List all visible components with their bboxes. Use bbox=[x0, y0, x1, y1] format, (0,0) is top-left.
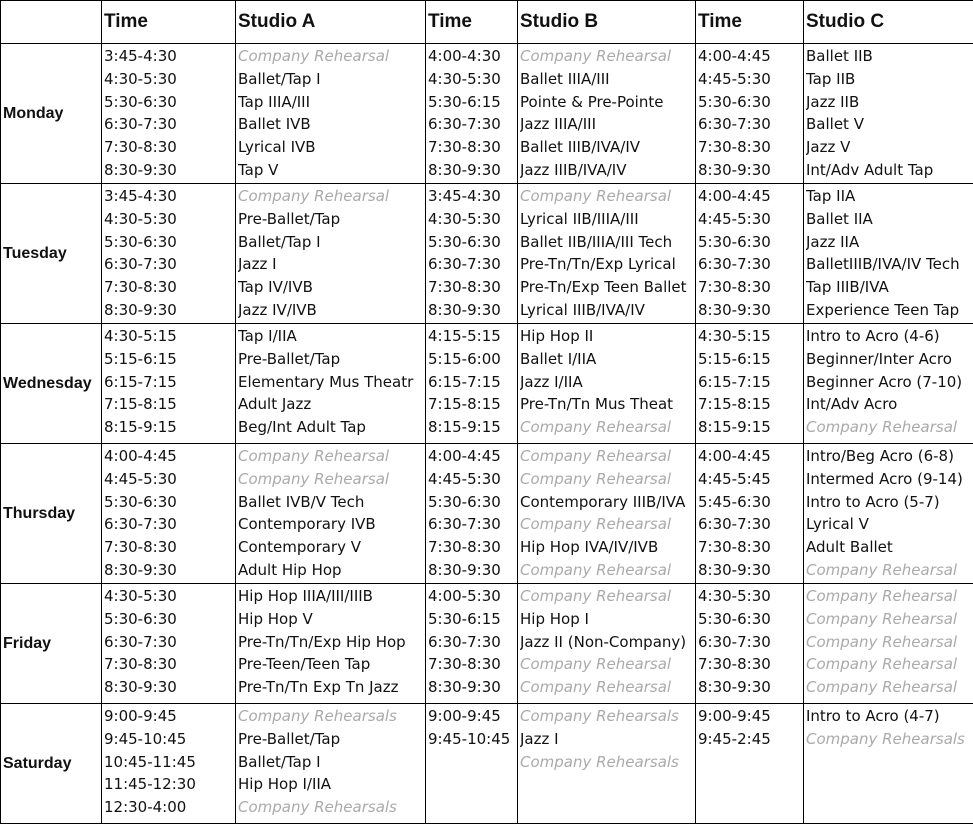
time-slot: 5:30-6:30 bbox=[104, 232, 177, 251]
class-entry: Ballet I/IIA bbox=[520, 349, 597, 368]
header-day bbox=[1, 1, 102, 44]
class-entry: Adult Hip Hop bbox=[238, 560, 342, 579]
time-slot: 10:45-11:45 bbox=[104, 752, 196, 771]
time-slot: 7:30-8:30 bbox=[104, 138, 177, 157]
day-label: Saturday bbox=[1, 704, 102, 824]
studio-a-cell bbox=[236, 584, 426, 704]
class-entry: Ballet IIB bbox=[806, 47, 873, 65]
class-entry: Company Rehearsals bbox=[520, 707, 679, 725]
class-entry: Tap V bbox=[238, 160, 279, 179]
class-entry: Jazz IIIA/III bbox=[520, 115, 596, 134]
day-label: Friday bbox=[1, 584, 102, 704]
time-slot: 4:30-5:30 bbox=[698, 587, 771, 605]
time-a-cell bbox=[102, 324, 236, 444]
class-entry: Company Rehearsal bbox=[238, 447, 390, 465]
class-entry: Ballet IIIA/III bbox=[520, 69, 610, 88]
time-b-cell bbox=[426, 184, 518, 324]
class-entry: Lyrical IVB bbox=[238, 138, 316, 157]
time-slot: 7:15-8:15 bbox=[428, 395, 501, 414]
time-slot: 5:30-6:30 bbox=[698, 92, 771, 111]
class-entry: Tap I/IIA bbox=[238, 327, 297, 345]
time-b-cell bbox=[426, 44, 518, 184]
class-entry: Ballet V bbox=[806, 115, 864, 134]
time-slot: 8:30-9:30 bbox=[104, 300, 177, 319]
class-entry: Experience Teen Tap bbox=[806, 300, 960, 319]
class-entry: Pre-Ballet/Tap bbox=[238, 349, 341, 368]
class-entry: Pre-Ballet/Tap bbox=[238, 209, 341, 228]
time-slot: 5:30-6:30 bbox=[104, 92, 177, 111]
class-entry: Hip Hop V bbox=[238, 609, 313, 628]
time-slot: 8:15-9:15 bbox=[104, 418, 177, 437]
time-slot: 4:30-5:15 bbox=[104, 327, 177, 345]
day-block-friday bbox=[1, 584, 973, 704]
class-entry: Company Rehearsal bbox=[520, 655, 672, 674]
time-slot: 6:15-7:15 bbox=[428, 372, 501, 391]
class-entry: Company Rehearsal bbox=[520, 47, 672, 65]
day-block-tuesday bbox=[1, 184, 973, 324]
time-b-cell bbox=[426, 584, 518, 704]
time-slot: 4:30-5:30 bbox=[428, 69, 501, 88]
class-entry: Pre-Tn/Tn Exp Tn Jazz bbox=[238, 678, 399, 697]
time-slot: 9:45-10:45 bbox=[428, 729, 511, 748]
time-a-cell bbox=[102, 584, 236, 704]
time-c-cell bbox=[696, 704, 804, 824]
time-slot: 9:00-9:45 bbox=[428, 707, 501, 725]
time-slot: 8:30-9:30 bbox=[104, 160, 177, 179]
time-slot: 3:45-4:30 bbox=[428, 187, 501, 205]
class-entry: Company Rehearsal bbox=[806, 632, 958, 651]
time-slot: 7:30-8:30 bbox=[428, 655, 501, 674]
class-entry: Company Rehearsal bbox=[520, 469, 672, 488]
studio-a-cell bbox=[236, 444, 426, 584]
class-entry: Jazz IV/IVB bbox=[238, 300, 317, 319]
class-entry: Intro/Beg Acro (6-8) bbox=[806, 447, 954, 465]
time-slot: 7:30-8:30 bbox=[698, 278, 771, 297]
time-b-cell bbox=[426, 324, 518, 444]
time-slot: 3:45-4:30 bbox=[104, 47, 177, 65]
time-slot: 6:30-7:30 bbox=[698, 255, 771, 274]
studio-b-cell bbox=[518, 444, 696, 584]
class-entry: Hip Hop I bbox=[520, 609, 589, 628]
time-slot: 6:30-7:30 bbox=[698, 632, 771, 651]
day-label: Tuesday bbox=[1, 184, 102, 324]
time-c-cell bbox=[696, 184, 804, 324]
class-entry: Beginner/Inter Acro bbox=[806, 349, 952, 368]
time-slot: 6:30-7:30 bbox=[428, 515, 501, 534]
time-slot: 8:30-9:30 bbox=[698, 678, 771, 697]
class-entry: Tap IV/IVB bbox=[238, 278, 313, 297]
class-entry: Ballet/Tap I bbox=[238, 232, 321, 251]
time-slot: 7:30-8:30 bbox=[104, 278, 177, 297]
time-slot: 9:45-2:45 bbox=[698, 729, 771, 748]
class-entry: Company Rehearsal bbox=[806, 587, 958, 605]
time-slot: 4:00-4:45 bbox=[428, 447, 501, 465]
class-entry: Contemporary V bbox=[238, 538, 362, 557]
class-entry: Tap IIIA/III bbox=[238, 92, 311, 111]
studio-c-cell bbox=[804, 324, 973, 444]
class-entry: Company Rehearsal bbox=[806, 609, 958, 628]
class-entry: Tap IIA bbox=[806, 187, 856, 205]
studio-c-cell bbox=[804, 44, 973, 184]
time-slot: 8:30-9:30 bbox=[428, 160, 501, 179]
studio-b-cell bbox=[518, 704, 696, 824]
time-slot: 6:30-7:30 bbox=[104, 515, 177, 534]
class-entry: Pointe & Pre-Pointe bbox=[520, 92, 664, 111]
studio-a-cell bbox=[236, 324, 426, 444]
time-slot: 5:30-6:30 bbox=[428, 232, 501, 251]
time-slot: 8:30-9:30 bbox=[698, 300, 771, 319]
class-entry: Pre-Tn/Tn/Exp Lyrical bbox=[520, 255, 676, 274]
studio-a-cell bbox=[236, 704, 426, 824]
class-entry: Adult Ballet bbox=[806, 538, 893, 557]
time-slot: 4:00-4:45 bbox=[698, 47, 771, 65]
class-entry: Intro to Acro (4-6) bbox=[806, 327, 940, 345]
time-slot: 6:30-7:30 bbox=[698, 515, 771, 534]
time-slot: 6:30-7:30 bbox=[104, 255, 177, 274]
class-entry: Jazz I bbox=[520, 729, 559, 748]
time-slot: 8:30-9:30 bbox=[104, 560, 177, 579]
time-slot: 8:30-9:30 bbox=[428, 678, 501, 697]
class-entry: Company Rehearsals bbox=[520, 752, 679, 771]
class-entry: Company Rehearsal bbox=[520, 187, 672, 205]
class-entry: Jazz I bbox=[238, 255, 277, 274]
class-entry: Ballet/Tap I bbox=[238, 69, 321, 88]
day-label: Wednesday bbox=[1, 324, 102, 444]
class-entry: Company Rehearsal bbox=[520, 560, 672, 579]
time-slot: 9:00-9:45 bbox=[104, 707, 177, 725]
time-a-cell bbox=[102, 184, 236, 324]
time-slot: 7:30-8:30 bbox=[428, 138, 501, 157]
time-a-cell bbox=[102, 44, 236, 184]
header-studio-c: Studio C bbox=[804, 1, 973, 44]
studio-b-cell bbox=[518, 44, 696, 184]
time-slot: 5:15-6:15 bbox=[104, 349, 177, 368]
class-entry: Beg/Int Adult Tap bbox=[238, 418, 366, 437]
time-slot: 4:30-5:30 bbox=[104, 209, 177, 228]
class-entry: Jazz V bbox=[806, 138, 851, 157]
class-entry: Jazz IIB bbox=[806, 92, 860, 111]
time-slot: 4:45-5:30 bbox=[428, 469, 501, 488]
class-entry: BalletIIIB/IVA/IV Tech bbox=[806, 255, 960, 274]
time-slot: 4:30-5:30 bbox=[104, 69, 177, 88]
studio-a-cell bbox=[236, 44, 426, 184]
header-time-c: Time bbox=[696, 1, 804, 44]
time-slot: 4:00-4:30 bbox=[428, 47, 501, 65]
class-entry: Ballet/Tap I bbox=[238, 752, 321, 771]
time-a-cell bbox=[102, 704, 236, 824]
class-entry: Beginner Acro (7-10) bbox=[806, 372, 963, 391]
time-slot: 7:30-8:30 bbox=[104, 655, 177, 674]
class-entry: Company Rehearsal bbox=[520, 587, 672, 605]
day-block-monday bbox=[1, 44, 973, 184]
time-slot: 5:15-6:00 bbox=[428, 349, 501, 368]
time-slot: 4:00-5:30 bbox=[428, 587, 501, 605]
class-entry: Ballet IIIB/IVA/IV bbox=[520, 138, 641, 157]
class-entry: Company Rehearsal bbox=[520, 515, 672, 534]
day-block-wednesday bbox=[1, 324, 973, 444]
class-entry: Intro to Acro (4-7) bbox=[806, 707, 940, 725]
class-entry: Intermed Acro (9-14) bbox=[806, 469, 963, 488]
class-entry: Lyrical IIIB/IVA/IV bbox=[520, 300, 645, 319]
time-c-cell bbox=[696, 584, 804, 704]
class-entry: Tap IIB bbox=[806, 69, 856, 88]
time-slot: 4:00-4:45 bbox=[698, 447, 771, 465]
time-slot: 8:30-9:30 bbox=[698, 560, 771, 579]
time-slot: 9:45-10:45 bbox=[104, 729, 187, 748]
day-label: Monday bbox=[1, 44, 102, 184]
time-a-cell bbox=[102, 444, 236, 584]
class-entry: Company Rehearsal bbox=[806, 418, 958, 437]
class-entry: Company Rehearsals bbox=[238, 798, 397, 817]
class-entry: Company Rehearsal bbox=[806, 678, 958, 697]
class-entry: Pre-Tn/Exp Teen Ballet bbox=[520, 278, 687, 297]
time-slot: 6:30-7:30 bbox=[104, 632, 177, 651]
time-slot: 5:30-6:15 bbox=[428, 92, 501, 111]
time-slot: 9:00-9:45 bbox=[698, 707, 771, 725]
time-slot: 8:15-9:15 bbox=[698, 418, 771, 437]
time-slot: 4:30-5:30 bbox=[428, 209, 501, 228]
header-time-a: Time bbox=[102, 1, 236, 44]
time-slot: 7:30-8:30 bbox=[104, 538, 177, 557]
schedule-body bbox=[1, 44, 973, 824]
time-slot: 4:45-5:30 bbox=[698, 209, 771, 228]
class-entry: Adult Jazz bbox=[238, 395, 312, 414]
class-entry: Company Rehearsal bbox=[238, 47, 390, 65]
studio-c-cell bbox=[804, 704, 973, 824]
time-slot: 6:30-7:30 bbox=[698, 115, 771, 134]
header-studio-a: Studio A bbox=[236, 1, 426, 44]
class-entry: Elementary Mus Theatr bbox=[238, 372, 414, 391]
class-entry: Tap IIIB/IVA bbox=[806, 278, 889, 297]
class-entry: Pre-Ballet/Tap bbox=[238, 729, 341, 748]
class-entry: Company Rehearsal bbox=[806, 655, 958, 674]
studio-c-cell bbox=[804, 184, 973, 324]
time-slot: 5:30-6:30 bbox=[698, 609, 771, 628]
time-slot: 7:30-8:30 bbox=[428, 538, 501, 557]
time-slot: 11:45-12:30 bbox=[104, 775, 196, 794]
class-entry: Ballet IVB bbox=[238, 115, 311, 134]
studio-c-cell bbox=[804, 444, 973, 584]
time-slot: 4:45-5:30 bbox=[104, 469, 177, 488]
time-slot: 8:30-9:30 bbox=[428, 300, 501, 319]
studio-a-cell bbox=[236, 184, 426, 324]
time-b-cell bbox=[426, 704, 518, 824]
time-slot: 7:15-8:15 bbox=[104, 395, 177, 414]
day-label: Thursday bbox=[1, 444, 102, 584]
class-entry: Hip Hop IIIA/III/IIIB bbox=[238, 587, 373, 605]
time-slot: 5:45-6:30 bbox=[698, 492, 771, 511]
class-entry: Hip Hop II bbox=[520, 327, 594, 345]
class-entry: Int/Adv Acro bbox=[806, 395, 898, 414]
class-entry: Company Rehearsals bbox=[806, 729, 965, 748]
time-slot: 8:15-9:15 bbox=[428, 418, 501, 437]
class-entry: Company Rehearsal bbox=[806, 560, 958, 579]
time-slot: 5:30-6:15 bbox=[428, 609, 501, 628]
time-slot: 5:30-6:30 bbox=[104, 492, 177, 511]
header-row bbox=[1, 1, 973, 44]
studio-c-cell bbox=[804, 584, 973, 704]
time-slot: 4:15-5:15 bbox=[428, 327, 501, 345]
time-slot: 6:15-7:15 bbox=[104, 372, 177, 391]
time-slot: 6:15-7:15 bbox=[698, 372, 771, 391]
time-slot: 4:45-5:30 bbox=[698, 69, 771, 88]
time-slot: 6:30-7:30 bbox=[428, 632, 501, 651]
class-entry: Company Rehearsal bbox=[520, 678, 672, 697]
studio-b-cell bbox=[518, 584, 696, 704]
time-slot: 7:30-8:30 bbox=[698, 538, 771, 557]
time-slot: 4:45-5:45 bbox=[698, 469, 771, 488]
class-entry: Jazz I/IIA bbox=[520, 372, 583, 391]
time-slot: 4:00-4:45 bbox=[698, 187, 771, 205]
time-slot: 7:15-8:15 bbox=[698, 395, 771, 414]
time-b-cell bbox=[426, 444, 518, 584]
class-entry: Contemporary IVB bbox=[238, 515, 376, 534]
time-slot: 8:30-9:30 bbox=[428, 560, 501, 579]
class-entry: Hip Hop IVA/IV/IVB bbox=[520, 538, 659, 557]
class-entry: Contemporary IIIB/IVA bbox=[520, 492, 686, 511]
class-entry: Company Rehearsal bbox=[238, 187, 390, 205]
class-entry: Pre-Tn/Tn/Exp Hip Hop bbox=[238, 632, 406, 651]
class-entry: Int/Adv Adult Tap bbox=[806, 160, 934, 179]
time-slot: 5:30-6:30 bbox=[104, 609, 177, 628]
time-c-cell bbox=[696, 444, 804, 584]
time-slot: 7:30-8:30 bbox=[428, 278, 501, 297]
time-slot: 8:30-9:30 bbox=[104, 678, 177, 697]
class-entry: Company Rehearsals bbox=[238, 707, 397, 725]
time-c-cell bbox=[696, 44, 804, 184]
time-slot: 5:30-6:30 bbox=[698, 232, 771, 251]
time-slot: 7:30-8:30 bbox=[698, 655, 771, 674]
time-c-cell bbox=[696, 324, 804, 444]
class-entry: Intro to Acro (5-7) bbox=[806, 492, 940, 511]
class-entry: Ballet IIA bbox=[806, 209, 873, 228]
time-slot: 7:30-8:30 bbox=[698, 138, 771, 157]
time-slot: 8:30-9:30 bbox=[698, 160, 771, 179]
time-slot: 6:30-7:30 bbox=[428, 255, 501, 274]
time-slot: 4:30-5:15 bbox=[698, 327, 771, 345]
time-slot: 4:30-5:30 bbox=[104, 587, 177, 605]
class-entry: Pre-Teen/Teen Tap bbox=[238, 655, 371, 674]
time-slot: 6:30-7:30 bbox=[428, 115, 501, 134]
header-time-b: Time bbox=[426, 1, 518, 44]
class-entry: Lyrical V bbox=[806, 515, 869, 534]
time-slot: 3:45-4:30 bbox=[104, 187, 177, 205]
class-entry: Ballet IIB/IIIA/III Tech bbox=[520, 232, 673, 251]
time-slot: 5:15-6:15 bbox=[698, 349, 771, 368]
class-entry: Hip Hop I/IIA bbox=[238, 775, 332, 794]
class-entry: Jazz IIA bbox=[806, 232, 860, 251]
class-entry: Company Rehearsal bbox=[238, 469, 390, 488]
studio-b-cell bbox=[518, 184, 696, 324]
studio-b-cell bbox=[518, 324, 696, 444]
class-entry: Lyrical IIB/IIIA/III bbox=[520, 209, 639, 228]
time-slot: 4:00-4:45 bbox=[104, 447, 177, 465]
time-slot: 12:30-4:00 bbox=[104, 798, 187, 817]
class-entry: Jazz IIIB/IVA/IV bbox=[520, 160, 627, 179]
time-slot: 6:30-7:30 bbox=[104, 115, 177, 134]
time-slot: 5:30-6:30 bbox=[428, 492, 501, 511]
header-studio-b: Studio B bbox=[518, 1, 696, 44]
class-entry: Jazz II (Non-Company) bbox=[520, 632, 687, 651]
day-block-thursday bbox=[1, 444, 973, 584]
class-entry: Ballet IVB/V Tech bbox=[238, 492, 365, 511]
class-entry: Pre-Tn/Tn Mus Theat bbox=[520, 395, 674, 414]
class-entry: Company Rehearsal bbox=[520, 418, 672, 437]
class-entry: Company Rehearsal bbox=[520, 447, 672, 465]
day-block-saturday bbox=[1, 704, 973, 824]
